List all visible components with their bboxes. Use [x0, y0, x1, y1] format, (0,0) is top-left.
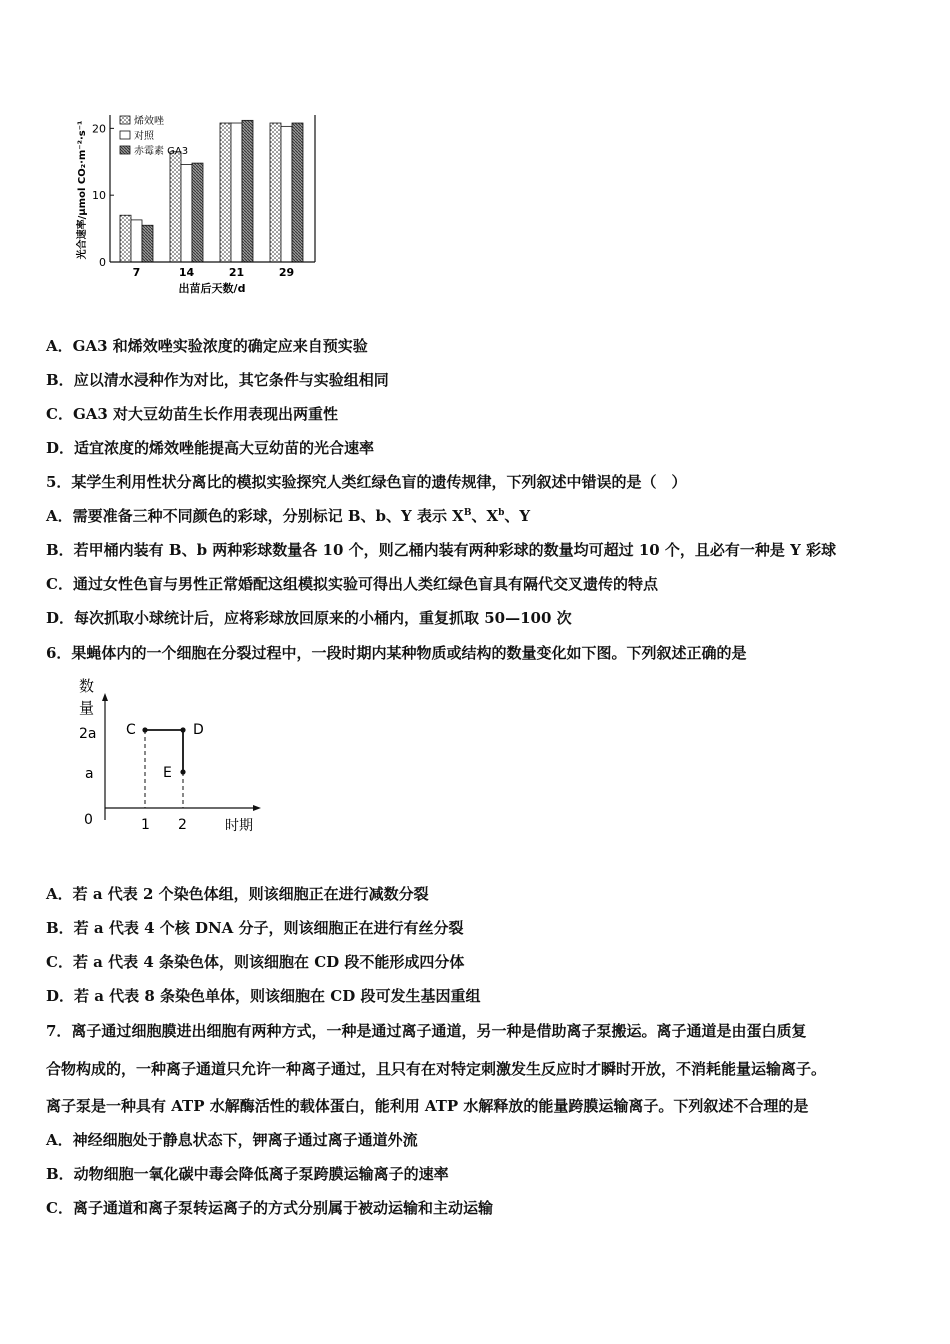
- label-c: C: [126, 722, 136, 738]
- legend-label-2: 对照: [134, 131, 154, 142]
- legend-label-3: 赤霉素 GA3: [134, 146, 189, 157]
- q5-stem: 5．某学生利用性状分离比的模拟实验探究人类红绿色盲的遗传规律，下列叙述中错误的是（ ）: [46, 473, 687, 491]
- q6-option-c: C．若 a 代表 4 条染色体，则该细胞在 CD 段不能形成四分体: [46, 953, 465, 971]
- y-axis-arrow: [102, 693, 108, 701]
- y-ticks-group: [92, 122, 114, 269]
- bar-29-series-1: [270, 123, 281, 262]
- q7-option-c: C．离子通道和离子泵转运离子的方式分别属于被动运输和主动运输: [46, 1199, 493, 1217]
- label-e: E: [163, 765, 172, 781]
- y-label-a: a: [85, 766, 94, 782]
- bar-7-series-1: [120, 215, 131, 262]
- bar-7-series-3: [142, 225, 153, 262]
- q6-option-b: B．若 a 代表 4 个核 DNA 分子，则该细胞正在进行有丝分裂: [46, 919, 464, 937]
- x-title: 时期: [225, 818, 253, 834]
- q7-stem-line-3: 离子泵是一种具有 ATP 水解酶活性的载体蛋白，能利用 ATP 水解释放的能量跨膜运输离子。下列叙述不合理的是: [46, 1097, 809, 1115]
- bar-14-series-2: [181, 164, 192, 262]
- q5-option-b: B．若甲桶内装有 B、b 两种彩球数量各 10 个，则乙桶内装有两种彩球的数量均可超过 10 个，且必有一种是 Y 彩球: [46, 541, 837, 559]
- x-ticks-group: [133, 266, 294, 279]
- y-axis-label: 光合速率/μmol CO₂·m⁻²·s⁻¹: [77, 120, 88, 260]
- q4-option-b: B．应以清水浸种作为对比，其它条件与实验组相同: [46, 371, 389, 389]
- x-label-1: 1: [141, 817, 150, 833]
- x-tick-label-29: 29: [278, 266, 295, 279]
- photosynthesis-bar-chart: [70, 105, 330, 325]
- q5-option-d: D．每次抓取小球统计后，应将彩球放回原来的小桶内，重复抓取 50—100 次: [46, 609, 572, 627]
- q4-option-d: D．适宜浓度的烯效唑能提高大豆幼苗的光合速率: [46, 439, 375, 457]
- legend: [120, 114, 188, 157]
- y-tick-label-10: 10: [92, 189, 106, 203]
- bar-7-series-2: [131, 220, 142, 262]
- point-d: [180, 727, 185, 732]
- q4-option-a: A．GA3 和烯效唑实验浓度的确定应来自预实验: [46, 337, 368, 355]
- label-d: D: [193, 722, 204, 738]
- quantity-change-diagram: [75, 675, 275, 840]
- y-tick-label-0: 0: [99, 256, 106, 269]
- x-tick-label-7: 7: [132, 266, 141, 279]
- bar-21-series-1: [220, 123, 231, 262]
- point-e: [180, 769, 185, 774]
- quantity-diagram-svg: [75, 675, 275, 840]
- q6-option-a: A．若 a 代表 2 个染色体组，则该细胞正在进行减数分裂: [46, 885, 429, 903]
- x-axis-arrow: [253, 805, 261, 811]
- q6-stem: 6．果蝇体内的一个细胞在分裂过程中，一段时期内某种物质或结构的数量变化如下图。下列叙述正确的是: [46, 644, 747, 662]
- bar-29-series-3: [292, 123, 303, 262]
- legend-label-1: 烯效唑: [134, 116, 164, 127]
- q7-option-b: B．动物细胞一氧化碳中毒会降低离子泵跨膜运输离子的速率: [46, 1165, 449, 1183]
- bar-14-series-3: [192, 163, 203, 262]
- legend-swatch-1: [120, 116, 130, 124]
- q7-option-a: A．神经细胞处于静息状态下，钾离子通过离子通道外流: [46, 1131, 418, 1149]
- bar-21-series-2: [231, 123, 242, 262]
- x-label-2: 2: [178, 817, 187, 833]
- legend-swatch-2: [120, 131, 130, 139]
- y-title-2: 量: [79, 699, 95, 717]
- y-label-2a: 2a: [79, 726, 97, 742]
- q4-option-c: C．GA3 对大豆幼苗生长作用表现出两重性: [46, 405, 339, 423]
- y-title-1: 数: [79, 677, 95, 695]
- legend-swatch-3: [120, 146, 130, 154]
- origin-label: 0: [84, 812, 93, 828]
- bar-29-series-2: [281, 126, 292, 262]
- y-tick-label-20: 20: [92, 122, 106, 136]
- q7-stem-line-1: 7．离子通过细胞膜进出细胞有两种方式，一种是通过离子通道，另一种是借助离子泵搬运。离子通道是由蛋白质复: [46, 1022, 807, 1040]
- q6-option-d: D．若 a 代表 8 条染色单体，则该细胞在 CD 段可发生基因重组: [46, 987, 481, 1005]
- bar-21-series-3: [242, 120, 253, 262]
- x-tick-label-14: 14: [178, 266, 195, 279]
- bar-chart-svg: [70, 105, 330, 325]
- q7-stem-line-2: 合物构成的，一种离子通道只允许一种离子通过，且只有在对特定刺激发生反应时才瞬时开放，不消耗能量运输离子。: [46, 1060, 827, 1078]
- x-tick-label-21: 21: [228, 266, 245, 279]
- q5-option-c: C．通过女性色盲与男性正常婚配这组模拟实验可得出人类红绿色盲具有隔代交叉遗传的特点: [46, 575, 658, 593]
- bar-14-series-1: [170, 152, 181, 262]
- q5-option-a: A．需要准备三种不同颜色的彩球，分别标记 B、b、Y 表示 $X^B$、$X^b$、Y: [46, 507, 531, 525]
- x-axis-label: 出苗后天数/d: [178, 282, 246, 295]
- point-c: [142, 727, 147, 732]
